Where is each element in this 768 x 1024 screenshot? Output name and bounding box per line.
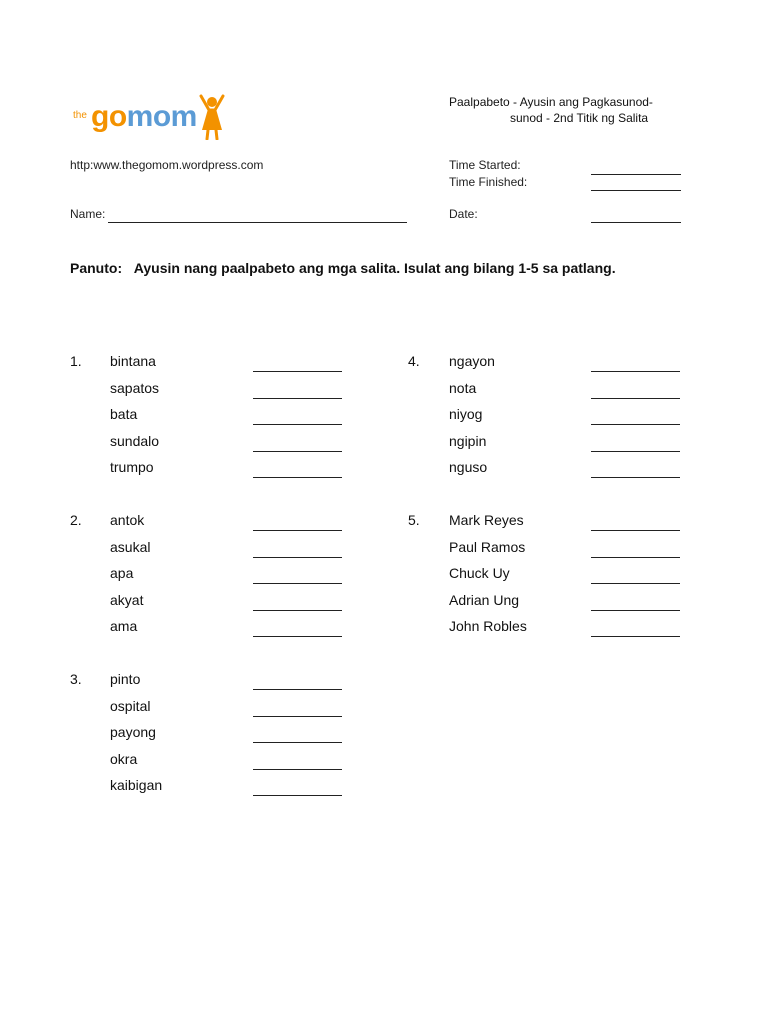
answer-blank[interactable] [591,530,680,531]
name-label: Name: [70,207,106,221]
word-item: bintana [110,353,156,369]
word-item: apa [110,565,134,582]
word-item: niyog [449,406,483,423]
word-item: kaibigan [110,777,163,794]
word-item: ama [110,618,138,635]
title-line-2: sunod - 2nd Titik ng Salita [510,111,649,125]
word-item: akyat [110,591,144,608]
word-item: Paul Ramos [449,538,526,555]
logo-wordmark [91,100,197,134]
word-item: John Robles [449,618,527,635]
answer-blank[interactable] [591,636,680,637]
word-item: pinto [110,671,141,687]
group-number: 5. [408,512,420,528]
word-item: sundalo [110,432,160,449]
instructions-label: Panuto: [70,260,123,276]
time-finished-label: Time Finished: [449,175,528,189]
word-item: okra [110,750,138,767]
answer-blank[interactable] [253,557,342,558]
gomom-logo [70,92,230,144]
answer-blank[interactable] [591,477,680,478]
word-item: antok [110,512,145,528]
word-item: bata [110,406,138,423]
answer-blank[interactable] [591,557,680,558]
answer-blank[interactable] [253,689,342,690]
instructions [70,257,630,280]
answer-blank[interactable] [591,371,680,372]
word-item: trumpo [110,459,154,476]
title-line-1: Paalpabeto - Ayusin ang Pagkasunod- [449,95,653,109]
group-number: 3. [70,671,82,687]
word-item: nguso [449,459,488,476]
word-item: Chuck Uy [449,565,510,582]
answer-blank[interactable] [591,583,680,584]
answer-blank[interactable] [253,742,342,743]
word-item: ngipin [449,432,487,449]
name-blank[interactable] [108,222,407,223]
worksheet-title [449,94,653,126]
word-item: ngayon [449,353,495,369]
answer-blank[interactable] [253,716,342,717]
group-number: 1. [70,353,82,369]
word-item: asukal [110,538,151,555]
answer-blank[interactable] [591,451,680,452]
answer-blank[interactable] [253,610,342,611]
time-started-blank[interactable] [591,174,681,175]
group-number: 2. [70,512,82,528]
answer-blank[interactable] [253,769,342,770]
answer-blank[interactable] [591,398,680,399]
answer-blank[interactable] [253,451,342,452]
group-number: 4. [408,353,420,369]
answer-blank[interactable] [253,583,342,584]
time-started-label: Time Started: [449,158,521,172]
answer-blank[interactable] [591,610,680,611]
answer-blank[interactable] [253,371,342,372]
answer-blank[interactable] [253,424,342,425]
instructions-text: Ayusin nang paalpabeto ang mga salita. Isulat ang bilang 1-5 sa patlang. [133,260,616,276]
word-item: Adrian Ung [449,591,520,608]
word-item: nota [449,379,477,396]
answer-blank[interactable] [253,398,342,399]
word-item: ospital [110,697,151,714]
answer-blank[interactable] [253,530,342,531]
website-url: http:www.thegomom.wordpress.com [70,158,264,172]
answer-blank[interactable] [253,477,342,478]
date-label: Date: [449,207,478,221]
logo-go-text: go [91,100,127,133]
date-blank[interactable] [591,222,681,223]
word-item: sapatos [110,379,160,396]
word-item: Mark Reyes [449,512,524,528]
answer-blank[interactable] [253,636,342,637]
mom-figure-icon [197,94,227,140]
logo-the-text: the [73,110,87,121]
answer-blank[interactable] [253,795,342,796]
logo-mom-text: mom [126,100,197,133]
time-finished-blank[interactable] [591,190,681,191]
answer-blank[interactable] [591,424,680,425]
word-item: payong [110,724,156,741]
